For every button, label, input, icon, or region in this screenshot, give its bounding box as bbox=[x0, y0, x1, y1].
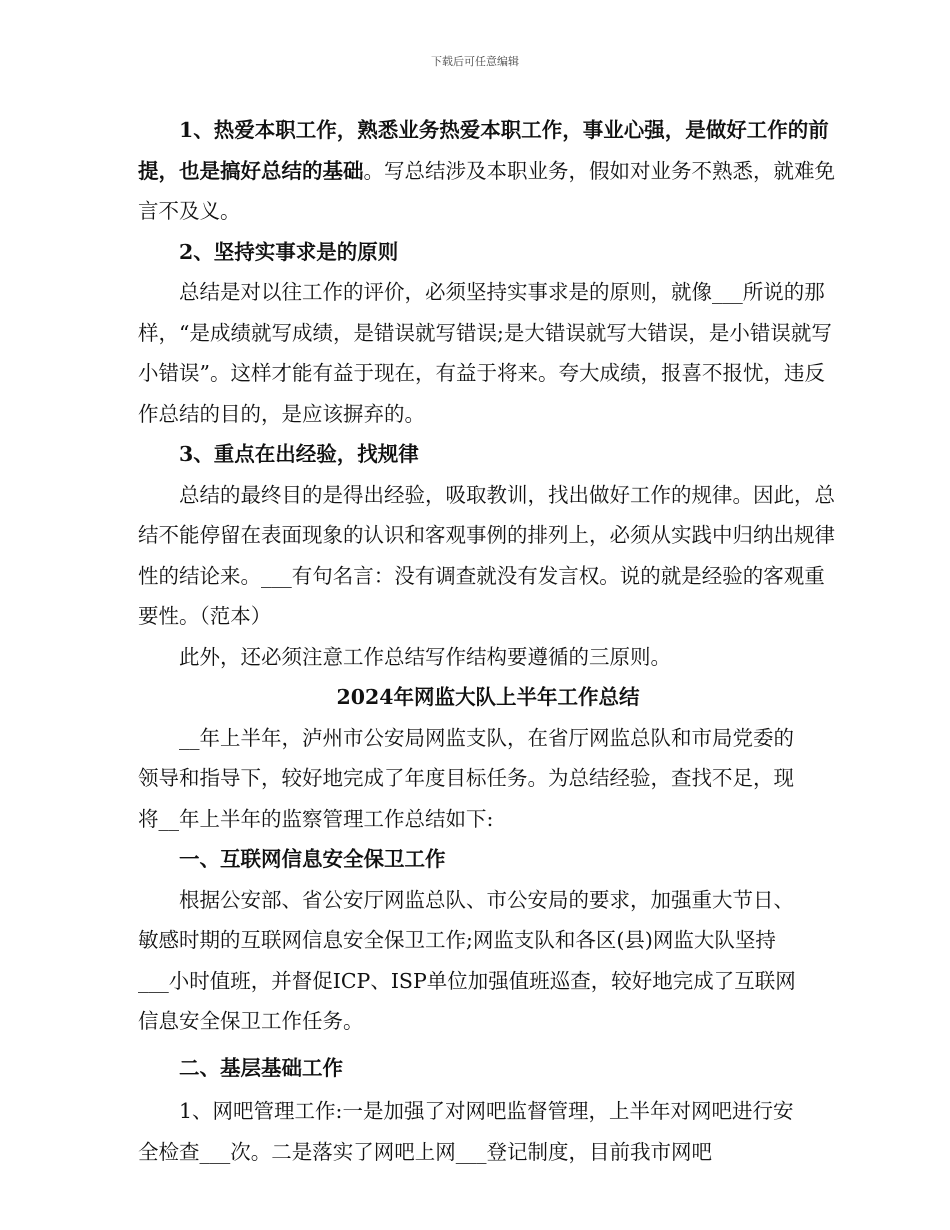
paragraph-1-bold: 1、热爱本职工作，熟悉业务热爱本职工作，事业心强，是做好工作的前提，也是搞好总结的基础 bbox=[138, 118, 829, 183]
paragraph-1-rest: 。写总结涉及本职业务，假如对业务不熟悉，就难免言不及义。 bbox=[138, 158, 835, 223]
heading-3: 3、重点在出经验，找规律 bbox=[179, 442, 419, 466]
section-heading-2: 二、基层基础工作 bbox=[179, 1055, 343, 1080]
section-heading-1: 一、互联网信息安全保卫工作 bbox=[179, 847, 446, 871]
intro-paragraph: __年上半年，泸州市公安局网监支队，在省厅网监总队和市局党委的领导和指导下，较好地完成了年度目标任务。为总结经验，查找不足，现将__年上半年的监察管理工作总结如下: bbox=[138, 725, 794, 831]
heading-2: 2、坚持实事求是的原则 bbox=[179, 239, 399, 264]
paragraph-1 bbox=[138, 110, 838, 232]
paragraph-2: 总结是对以往工作的评价，必须坚持实事求是的原则，就像___所说的那样，“是成绩就写成绩，是错误就写错误;是大错误就写大错误，是小错误就写小错误”。这样才能有益于现在，有益于将来。夸大成绩，报喜不报忧，违反作总结的目的，是应该摒弃的。 bbox=[138, 280, 832, 426]
document-title: 2024年网监大队上半年工作总结 bbox=[336, 685, 640, 709]
section-1-paragraph: 根据公安部、省公安厅网监总队、市公安局的要求，加强重大节日、敏感时期的互联网信息安全保卫工作;网监支队和各区(县)网监大队坚持___小时值班，并督促ICP、ISP单位加强值班巡查，较好地完成了互联网信息安全保卫工作任务。 bbox=[138, 887, 796, 1033]
paragraph-3: 总结的最终目的是得出经验，吸取教训，找出做好工作的规律。因此，总结不能停留在表面现象的认识和客观事例的排列上，必须从实践中归纳出规律性的结论来。___有句名言：没有调查就没有发言权。说的就是经验的客观重要性。（范本） bbox=[138, 482, 835, 628]
document-body bbox=[138, 110, 838, 1172]
page-header: 下载后可任意编辑 bbox=[431, 55, 519, 68]
paragraph-4: 此外，还必须注意工作总结写作结构要遵循的三原则。 bbox=[179, 644, 671, 669]
section-2-paragraph: 1、网吧管理工作:一是加强了对网吧监督管理，上半年对网吧进行安全检查___次。二是落实了网吧上网___登记制度，目前我市网吧 bbox=[138, 1099, 794, 1164]
